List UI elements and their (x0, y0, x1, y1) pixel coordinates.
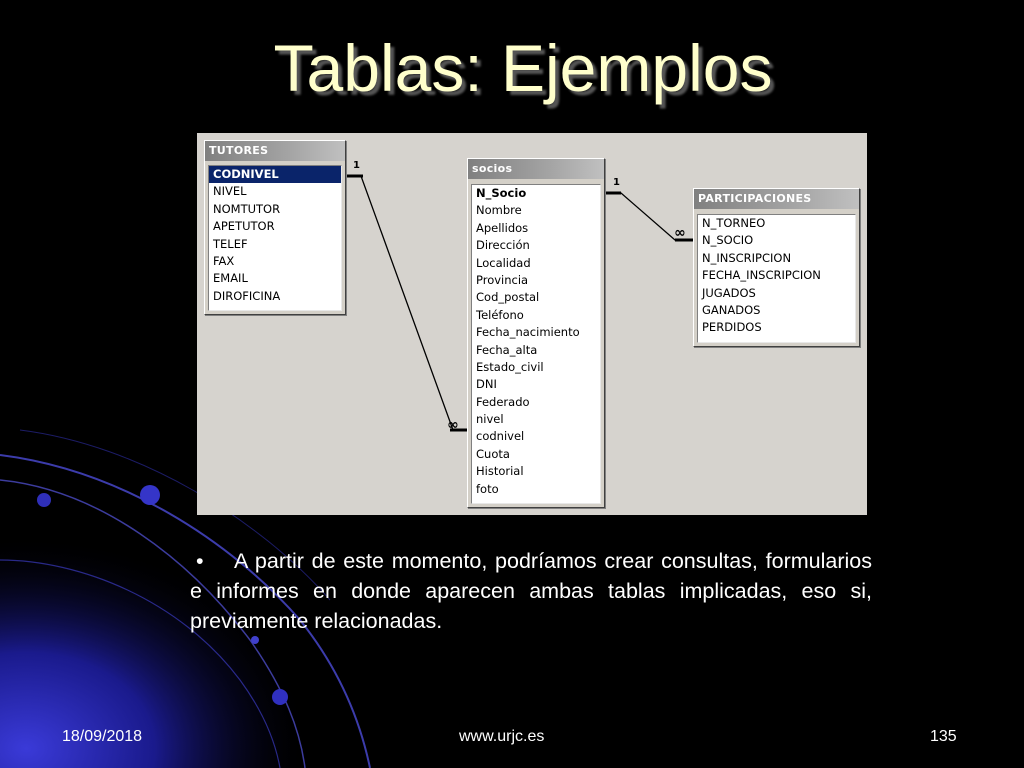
table-window-socios[interactable] (467, 158, 605, 508)
table-title[interactable]: socios (468, 159, 604, 179)
bullet-paragraph (190, 546, 872, 636)
field-item[interactable]: Cod_postal (476, 290, 540, 305)
field-item[interactable]: N_INSCRIPCION (702, 250, 792, 265)
field-item[interactable]: N_Socio (476, 186, 527, 200)
footer-date: 18/09/2018 (62, 728, 143, 745)
field-item[interactable]: PERDIDOS (702, 320, 762, 335)
field-list[interactable] (208, 165, 342, 311)
field-item[interactable]: Localidad (476, 255, 531, 270)
field-item[interactable]: Dirección (476, 238, 530, 253)
cardinality-many-label: ∞ (674, 225, 686, 241)
field-item[interactable]: Fecha_nacimiento (476, 325, 580, 340)
field-item[interactable]: Federado (476, 394, 530, 409)
relationships-diagram (197, 133, 867, 515)
field-item[interactable]: Fecha_alta (476, 342, 538, 357)
field-item[interactable]: Provincia (476, 272, 529, 287)
table-title[interactable]: TUTORES (205, 141, 345, 161)
relationship-line-tutores-socios (345, 176, 468, 430)
field-item[interactable]: FECHA_INSCRIPCION (702, 268, 821, 283)
cardinality-many-label: ∞ (447, 417, 459, 433)
field-item[interactable]: APETUTOR (213, 219, 275, 234)
field-item[interactable]: Cuota (476, 446, 510, 461)
field-item[interactable]: GANADOS (702, 302, 761, 317)
field-item[interactable]: DIROFICINA (213, 288, 281, 303)
field-item[interactable]: Apellidos (476, 220, 529, 235)
field-item[interactable]: DNI (476, 377, 497, 392)
cardinality-one-label: 1 (613, 177, 620, 188)
field-item[interactable]: TELEF (213, 236, 248, 251)
field-item[interactable]: EMAIL (213, 271, 248, 286)
bullet-text: A partir de este momento, podríamos crear consultas, formularios e informes en donde aparecen ambas tablas implicadas, eso si, previamente relacionadas. (190, 549, 872, 633)
field-item[interactable]: NIVEL (213, 184, 247, 199)
table-window-tutores[interactable] (204, 140, 346, 315)
field-item[interactable]: NOMTUTOR (213, 201, 281, 216)
slide-title: Tablas: Ejemplos (273, 31, 773, 105)
field-item[interactable]: FAX (213, 253, 235, 268)
table-title[interactable]: PARTICIPACIONES (694, 189, 859, 209)
cardinality-one-label: 1 (353, 160, 360, 171)
field-item[interactable]: N_SOCIO (702, 233, 754, 248)
field-item[interactable]: Estado_civil (476, 359, 544, 374)
field-list[interactable] (697, 214, 856, 343)
field-item[interactable]: Historial (476, 464, 524, 479)
field-item[interactable]: Teléfono (476, 307, 524, 322)
bullet-icon: • (196, 549, 204, 573)
table-window-participaciones[interactable] (693, 188, 860, 347)
field-item[interactable]: foto (476, 481, 499, 496)
field-item[interactable]: codnivel (476, 429, 525, 444)
footer-website: www.urjc.es (459, 728, 545, 745)
field-item[interactable]: JUGADOS (702, 285, 756, 300)
field-item[interactable]: nivel (476, 412, 504, 427)
footer-page-number: 135 (930, 728, 957, 745)
field-item[interactable]: Nombre (476, 203, 522, 218)
field-item[interactable]: CODNIVEL (209, 166, 341, 183)
field-item[interactable]: N_TORNEO (702, 216, 766, 230)
field-list[interactable] (471, 184, 601, 504)
